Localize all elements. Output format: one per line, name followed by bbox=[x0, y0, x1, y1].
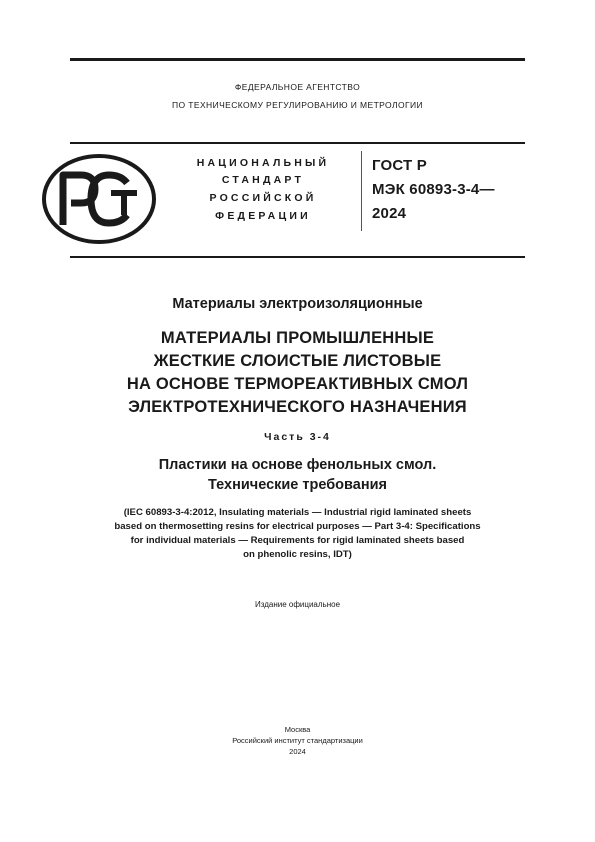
standard-type-line-1: НАЦИОНАЛЬНЫЙ bbox=[196, 157, 330, 169]
header-rule bbox=[70, 142, 525, 144]
edition-note: Издание официальное bbox=[254, 600, 341, 609]
agency-name-line-2: ПО ТЕХНИЧЕСКОМУ РЕГУЛИРОВАНИЮ И МЕТРОЛОГИИ bbox=[172, 100, 423, 110]
top-rule bbox=[70, 58, 525, 61]
designation-line-3: 2024 bbox=[372, 205, 407, 222]
standard-type-line-2: СТАНДАРТ bbox=[221, 174, 305, 186]
publisher-name: Российский институт стандартизации bbox=[232, 736, 363, 745]
iec-reference-line-2: based on thermosetting resins for electrical purposes — Part 3-4: Specifications bbox=[114, 521, 481, 532]
iec-reference-line-3: for individual materials — Requirements for rigid laminated sheets based bbox=[130, 535, 465, 546]
publication-year: 2024 bbox=[289, 747, 306, 756]
title-line-4: ЭЛЕКТРОТЕХНИЧЕСКОГО НАЗНАЧЕНИЯ bbox=[128, 398, 467, 416]
standard-type-line-4: ФЕДЕРАЦИИ bbox=[215, 210, 311, 222]
title-line-3: НА ОСНОВЕ ТЕРМОРЕАКТИВНЫХ СМОЛ bbox=[126, 375, 469, 393]
designation-line-1: ГОСТ Р bbox=[372, 157, 427, 174]
subject-heading: Материалы электроизоляционные bbox=[172, 296, 423, 312]
title-block-rule bbox=[70, 256, 525, 258]
title-line-2: ЖЕСТКИЕ СЛОИСТЫЕ ЛИСТОВЫЕ bbox=[153, 352, 442, 370]
subtitle-line-2: Технические требования bbox=[208, 477, 387, 493]
iec-reference-line-4: on phenolic resins, IDT) bbox=[243, 549, 352, 560]
standard-type-line-3: РОССИЙСКОЙ bbox=[209, 192, 317, 204]
title-line-1: МАТЕРИАЛЫ ПРОМЫШЛЕННЫЕ bbox=[160, 329, 435, 347]
designation-divider bbox=[361, 151, 362, 231]
designation-line-2: МЭК 60893-3-4— bbox=[372, 181, 495, 198]
publication-city: Москва bbox=[284, 725, 311, 734]
agency-name-line-1: ФЕДЕРАЛЬНОЕ АГЕНТСТВО bbox=[234, 82, 361, 92]
iec-reference-line-1: (IEC 60893-3-4:2012, Insulating materials — Industrial rigid laminated sheets bbox=[123, 507, 472, 518]
subtitle-line-1: Пластики на основе фенольных смол. bbox=[158, 457, 437, 473]
rst-certification-mark-icon bbox=[41, 153, 157, 245]
part-number: Часть 3-4 bbox=[264, 431, 331, 443]
